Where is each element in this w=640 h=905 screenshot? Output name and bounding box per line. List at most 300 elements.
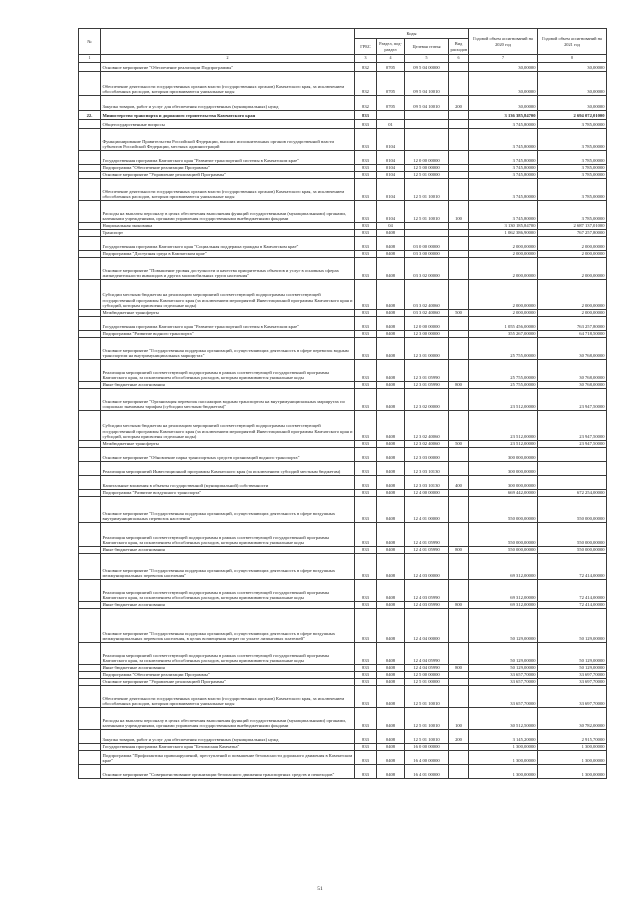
table-row (79, 609, 607, 643)
row-csr: 12 5 01 10010 (405, 686, 449, 708)
row-number (79, 643, 101, 665)
row-razdel: 0104 (377, 129, 405, 151)
table-row (79, 280, 607, 310)
row-number (79, 165, 101, 172)
row-name: Подпрограмма "Обеспечение реализации Программы" (101, 165, 355, 172)
row-csr: 12 4 01 05990 (405, 547, 449, 554)
row-vr: 800 (449, 602, 469, 609)
row-csr: 12 4 03 05990 (405, 602, 449, 609)
row-vr (449, 317, 469, 331)
table-row (79, 686, 607, 708)
row-razdel: 0408 (377, 251, 405, 258)
row-razdel: 0408 (377, 580, 405, 602)
row-amount-2020: 3 745,80000 (469, 165, 538, 172)
row-amount-2020: 1 300,00000 (469, 744, 538, 751)
row-csr: 12 3 03 00000 (405, 448, 449, 462)
row-grbs: 833 (355, 317, 377, 331)
row-vr (449, 331, 469, 338)
row-name: Основное мероприятие "Государственная поддержка организаций, осуществляющих деятельность в сфере воздушных межмуниципальных перевозок населения, в целях возмещения затрат по уплате лизинговых платежей" (101, 609, 355, 643)
row-grbs: 833 (355, 523, 377, 547)
row-razdel: 0408 (377, 462, 405, 476)
row-name: Транспорт (101, 230, 355, 237)
row-razdel: 0705 (377, 63, 405, 72)
row-vr: 800 (449, 665, 469, 672)
row-vr (449, 237, 469, 251)
row-vr (449, 643, 469, 665)
row-name: Реализация мероприятий соответствующей подпрограммы в рамках соответствующей государственной программы Камчатского края, за исключением обособленных расходов, которым присваиваются уникальные коды (101, 643, 355, 665)
table-row (79, 310, 607, 317)
row-razdel: 0408 (377, 665, 405, 672)
table-row (79, 129, 607, 151)
page-number: 51 (317, 886, 323, 892)
row-amount-2021: 33 697,70000 (538, 672, 607, 679)
table-row (79, 165, 607, 172)
row-razdel: 0408 (377, 497, 405, 523)
row-csr (405, 120, 449, 129)
row-amount-2020: 550 000,00000 (469, 547, 538, 554)
row-razdel: 01 (377, 120, 405, 129)
row-name: Расходы на выплаты персоналу в целях обеспечения выполнения функций государственными (муниципальными) органами, казенными учреждениями, органами управления государственными внебюджетными фондами (101, 708, 355, 730)
row-vr (449, 151, 469, 165)
row-amount-2021: 23 947,50000 (538, 411, 607, 441)
row-grbs: 833 (355, 490, 377, 497)
row-name: Основное мероприятие "Организация перевозок пассажиров водным транспортом на внутримуниципальных маршрутах по социально значимым тарифам (субсидии местным бюджетам)" (101, 389, 355, 411)
row-vr (449, 251, 469, 258)
row-razdel: 0408 (377, 554, 405, 580)
table-row (79, 120, 607, 129)
row-amount-2020: 30,00000 (469, 96, 538, 111)
table-row (79, 476, 607, 490)
col-header-number: № (79, 29, 101, 55)
row-grbs: 833 (355, 643, 377, 665)
row-amount-2021: 30,00000 (538, 63, 607, 72)
row-amount-2020: 355 267,00000 (469, 331, 538, 338)
table-row (79, 151, 607, 165)
row-amount-2020: 25 755,00000 (469, 382, 538, 389)
row-razdel: 0408 (377, 441, 405, 448)
row-csr: 12 4 00 00000 (405, 490, 449, 497)
row-razdel (377, 111, 405, 120)
row-razdel: 0408 (377, 744, 405, 751)
row-number (79, 602, 101, 609)
row-vr: 200 (449, 96, 469, 111)
row-amount-2021 (538, 476, 607, 490)
row-razdel: 0408 (377, 751, 405, 765)
row-vr: 200 (449, 730, 469, 744)
row-vr (449, 411, 469, 441)
row-amount-2020: 2 000,00000 (469, 251, 538, 258)
row-grbs: 833 (355, 179, 377, 201)
column-index: 4 (377, 55, 405, 63)
table-row (79, 63, 607, 72)
row-csr: 12 5 01 10010 (405, 201, 449, 223)
row-amount-2020: 669 442,00000 (469, 490, 538, 497)
row-amount-2021: 30 768,00000 (538, 338, 607, 360)
table-row (79, 172, 607, 179)
row-name: Основное мероприятие "Обновление парка транспортных средств организаций водного транспорта" (101, 448, 355, 462)
row-csr: 12 0 00 00000 (405, 317, 449, 331)
table-row (79, 230, 607, 237)
row-amount-2020: 300 000,00000 (469, 476, 538, 490)
row-amount-2020: 50 129,00000 (469, 665, 538, 672)
row-number (79, 580, 101, 602)
row-grbs: 833 (355, 476, 377, 490)
column-index: 6 (449, 55, 469, 63)
row-amount-2021: 30 768,00000 (538, 360, 607, 382)
row-amount-2020: 30,00000 (469, 72, 538, 96)
row-grbs: 833 (355, 497, 377, 523)
row-vr (449, 165, 469, 172)
column-index: 7 (469, 55, 538, 63)
row-amount-2020: 33 657,70000 (469, 672, 538, 679)
row-name: Основное мероприятие "Управление реализацией Программы" (101, 172, 355, 179)
row-number (79, 280, 101, 310)
row-csr: 12 5 01 10010 (405, 708, 449, 730)
row-amount-2020: 1 055 456,00000 (469, 317, 538, 331)
row-amount-2021: 550 000,00000 (538, 547, 607, 554)
row-vr (449, 360, 469, 382)
row-grbs: 833 (355, 708, 377, 730)
row-name: Функционирование Правительства Российской Федерации, высших исполнительных органов государственной власти субъектов Российской Федерации, местных администраций (101, 129, 355, 151)
row-amount-2021: 767 257,80000 (538, 230, 607, 237)
row-grbs: 833 (355, 151, 377, 165)
row-name: Общегосударственные вопросы (101, 120, 355, 129)
row-number (79, 523, 101, 547)
table-row (79, 580, 607, 602)
row-csr: 12 5 01 00000 (405, 679, 449, 686)
row-number (79, 338, 101, 360)
row-vr: 500 (449, 441, 469, 448)
row-amount-2020: 3 745,80000 (469, 129, 538, 151)
row-razdel: 0408 (377, 523, 405, 547)
row-name: Обеспечение деятельности государственных органов власти (государственных органов) Камчатского края, за исключением обособленных расходов, которым присваиваются уникальные коды (101, 179, 355, 201)
row-csr: 12 5 01 10010 (405, 179, 449, 201)
row-razdel: 0408 (377, 389, 405, 411)
row-grbs: 833 (355, 389, 377, 411)
row-amount-2021 (538, 448, 607, 462)
row-name: Национальная экономика (101, 223, 355, 230)
row-number (79, 554, 101, 580)
row-amount-2021: 3 785,00000 (538, 129, 607, 151)
row-name: Основное мероприятие "Государственная поддержка организаций, осуществляющих деятельность в сфере перевозок водным транспортом на внутримуниципальных маршрутах" (101, 338, 355, 360)
row-grbs: 833 (355, 251, 377, 258)
row-name: Подпрограмма "Обеспечение реализации Программы" (101, 672, 355, 679)
row-amount-2021 (538, 462, 607, 476)
row-grbs: 833 (355, 111, 377, 120)
row-csr: 12 5 00 00000 (405, 672, 449, 679)
row-number (79, 201, 101, 223)
row-name: Государственная программа Камчатского края "Развитие транспортной системы в Камчатском крае" (101, 151, 355, 165)
row-number (79, 411, 101, 441)
row-csr: 16 4 00 00000 (405, 751, 449, 765)
table-row (79, 765, 607, 779)
row-razdel: 0104 (377, 165, 405, 172)
row-amount-2021: 30 782,00000 (538, 708, 607, 730)
row-number (79, 497, 101, 523)
row-csr: 12 3 03 10130 (405, 476, 449, 490)
row-amount-2021: 3 785,00000 (538, 172, 607, 179)
row-amount-2021: 72 414,00000 (538, 554, 607, 580)
row-amount-2020: 69 312,00000 (469, 554, 538, 580)
row-amount-2020: 30 512,50000 (469, 708, 538, 730)
row-number (79, 665, 101, 672)
row-grbs: 833 (355, 382, 377, 389)
row-razdel: 0408 (377, 258, 405, 280)
row-number: 22. (79, 111, 101, 120)
row-amount-2020: 2 000,00000 (469, 258, 538, 280)
row-name: Подпрограмма "Развитие водного транспорта" (101, 331, 355, 338)
row-amount-2021: 72 414,00000 (538, 602, 607, 609)
row-vr (449, 751, 469, 765)
row-amount-2021: 2 915,70000 (538, 730, 607, 744)
row-grbs: 833 (355, 679, 377, 686)
row-number (79, 751, 101, 765)
table-row (79, 111, 607, 120)
row-grbs: 832 (355, 96, 377, 111)
row-name: Подпрограмма "Профилактика правонарушений, преступлений и повышение безопасности дорожного движения в Камчатском крае" (101, 751, 355, 765)
row-vr (449, 672, 469, 679)
table-row (79, 360, 607, 382)
row-csr: 12 5 01 00000 (405, 172, 449, 179)
row-razdel: 0408 (377, 338, 405, 360)
row-vr: 500 (449, 310, 469, 317)
row-grbs: 833 (355, 744, 377, 751)
row-amount-2020: 550 000,00000 (469, 497, 538, 523)
row-number (79, 63, 101, 72)
row-number (79, 151, 101, 165)
column-index: 1 (79, 55, 101, 63)
row-number (79, 258, 101, 280)
row-amount-2020: 3 745,80000 (469, 172, 538, 179)
row-amount-2021: 50 129,00000 (538, 643, 607, 665)
row-name: Основное мероприятие "Государственная поддержка организаций, осуществляющих деятельность в сфере воздушных межмуниципальных перевозок населения" (101, 554, 355, 580)
row-csr: 03 0 00 00000 (405, 237, 449, 251)
row-grbs: 833 (355, 730, 377, 744)
table-row (79, 72, 607, 96)
row-grbs: 833 (355, 338, 377, 360)
row-csr: 12 3 01 00000 (405, 338, 449, 360)
row-amount-2021: 2 000,00000 (538, 237, 607, 251)
row-razdel: 0408 (377, 643, 405, 665)
row-csr (405, 230, 449, 237)
table-row (79, 201, 607, 223)
row-amount-2021: 30,00000 (538, 96, 607, 111)
row-name: Основное мероприятие "Повышение уровня доступности и качества приоритетных объектов и услуг в основных сферах жизнедеятельности инвалидов и других маломобильных групп населения" (101, 258, 355, 280)
row-name: Иные бюджетные ассигнования (101, 665, 355, 672)
row-amount-2020: 33 657,70000 (469, 686, 538, 708)
row-csr: 12 3 02 40060 (405, 411, 449, 441)
row-amount-2020: 2 000,00000 (469, 310, 538, 317)
row-csr: 12 4 04 00000 (405, 609, 449, 643)
row-razdel: 0408 (377, 310, 405, 317)
table-row (79, 411, 607, 441)
row-amount-2020: 69 312,00000 (469, 580, 538, 602)
row-csr (405, 111, 449, 120)
row-grbs: 833 (355, 547, 377, 554)
row-name: Межбюджетные трансферты (101, 441, 355, 448)
row-grbs: 833 (355, 280, 377, 310)
table-row (79, 672, 607, 679)
row-number (79, 96, 101, 111)
row-grbs: 833 (355, 580, 377, 602)
table-row (79, 389, 607, 411)
table-row (79, 462, 607, 476)
table-row (79, 331, 607, 338)
row-amount-2020: 23 512,00000 (469, 411, 538, 441)
row-csr: 09 5 04 10010 (405, 96, 449, 111)
row-razdel: 0408 (377, 490, 405, 497)
row-grbs: 833 (355, 602, 377, 609)
row-amount-2020: 25 755,00000 (469, 360, 538, 382)
row-vr (449, 448, 469, 462)
row-razdel: 0408 (377, 708, 405, 730)
row-vr (449, 280, 469, 310)
table-row (79, 497, 607, 523)
table-row (79, 96, 607, 111)
table-row (79, 382, 607, 389)
row-grbs: 833 (355, 223, 377, 230)
row-amount-2021: 33 697,70000 (538, 686, 607, 708)
row-csr: 12 3 02 40060 (405, 441, 449, 448)
row-number (79, 686, 101, 708)
table-row (79, 223, 607, 230)
row-grbs: 833 (355, 172, 377, 179)
row-number (79, 708, 101, 730)
row-razdel: 0408 (377, 609, 405, 643)
row-vr (449, 129, 469, 151)
row-amount-2021: 2 694 072,01000 (538, 111, 607, 120)
row-number (79, 129, 101, 151)
row-amount-2020: 1 300,00000 (469, 751, 538, 765)
row-razdel: 0408 (377, 672, 405, 679)
row-amount-2020: 3 136 385,84700 (469, 111, 538, 120)
row-name: Государственная программа Камчатского края "Безопасная Камчатка" (101, 744, 355, 751)
row-razdel: 0104 (377, 179, 405, 201)
row-razdel: 0408 (377, 230, 405, 237)
row-csr: 12 3 01 05990 (405, 382, 449, 389)
row-amount-2021: 2 000,00000 (538, 280, 607, 310)
row-grbs: 833 (355, 672, 377, 679)
table-row (79, 547, 607, 554)
row-name: Межбюджетные трансферты (101, 310, 355, 317)
row-name: Обеспечение деятельности государственных органов власти (государственных органов) Камчатского края, за исключением обособленных расходов, которым присваиваются уникальные коды (101, 686, 355, 708)
row-grbs: 833 (355, 554, 377, 580)
row-amount-2021: 1 300,00000 (538, 744, 607, 751)
row-csr: 12 0 00 00000 (405, 151, 449, 165)
row-amount-2020: 3 145,20000 (469, 730, 538, 744)
table-body (79, 63, 607, 779)
row-razdel: 0705 (377, 96, 405, 111)
row-number (79, 251, 101, 258)
row-number (79, 744, 101, 751)
row-grbs: 833 (355, 360, 377, 382)
row-csr (405, 223, 449, 230)
row-amount-2020: 2 000,00000 (469, 237, 538, 251)
row-grbs: 833 (355, 129, 377, 151)
row-amount-2021: 3 785,00000 (538, 120, 607, 129)
row-razdel: 0408 (377, 317, 405, 331)
row-csr: 12 3 02 00000 (405, 389, 449, 411)
row-csr: 12 3 00 00000 (405, 331, 449, 338)
row-amount-2020: 2 000,00000 (469, 280, 538, 310)
row-csr: 12 3 03 10130 (405, 462, 449, 476)
row-amount-2021: 30,00000 (538, 72, 607, 96)
row-amount-2021: 672 254,00000 (538, 490, 607, 497)
row-grbs: 833 (355, 230, 377, 237)
row-name: Реализация мероприятий Инвестиционной программы Камчатского края (за исключением субсидий местным бюджетам) (101, 462, 355, 476)
column-index: 8 (538, 55, 607, 63)
row-razdel: 0408 (377, 331, 405, 338)
row-name: Основное мероприятие "Управление реализацией Программы" (101, 679, 355, 686)
row-amount-2021: 1 300,00000 (538, 751, 607, 765)
table-row (79, 179, 607, 201)
row-number (79, 389, 101, 411)
row-csr: 03 3 00 00000 (405, 251, 449, 258)
row-amount-2020: 33 657,70000 (469, 679, 538, 686)
table-row (79, 448, 607, 462)
row-csr: 12 5 00 00000 (405, 165, 449, 172)
table-row (79, 744, 607, 751)
table-row (79, 751, 607, 765)
table-row (79, 730, 607, 744)
row-vr: 400 (449, 476, 469, 490)
table-row (79, 317, 607, 331)
row-name: Закупка товаров, работ и услуг для обеспечения государственных (муниципальных) нужд (101, 96, 355, 111)
row-vr (449, 554, 469, 580)
row-vr (449, 765, 469, 779)
row-amount-2021: 50 129,00000 (538, 609, 607, 643)
column-index: 3 (355, 55, 377, 63)
row-name: Реализация мероприятий соответствующей подпрограммы в рамках соответствующей государственной программы Камчатского края, за исключением обособленных расходов, которым присваиваются уникальные коды (101, 523, 355, 547)
row-razdel: 0408 (377, 237, 405, 251)
row-grbs: 833 (355, 665, 377, 672)
row-name: Министерство транспорта и дорожного строительства Камчатского края (101, 111, 355, 120)
row-amount-2020: 50 129,00000 (469, 643, 538, 665)
row-razdel: 0408 (377, 280, 405, 310)
row-number (79, 730, 101, 744)
row-name: Основное мероприятие "Совершенствование организации безопасного движения транспортных средств и пешеходов" (101, 765, 355, 779)
row-amount-2020: 3 745,80000 (469, 179, 538, 201)
row-vr (449, 497, 469, 523)
row-csr: 12 4 04 05990 (405, 665, 449, 672)
row-amount-2021: 64 718,50000 (538, 331, 607, 338)
row-grbs: 833 (355, 310, 377, 317)
row-vr (449, 172, 469, 179)
row-razdel: 0408 (377, 382, 405, 389)
col-header-grbs: ГРБС (355, 39, 377, 55)
row-name: Закупка товаров, работ и услуг для обеспечения государственных (муниципальных) нужд (101, 730, 355, 744)
row-name: Подпрограмма "Развитие воздушного транспорта" (101, 490, 355, 497)
col-header-2020: Годовой объем ассигнований на 2020 год (469, 29, 538, 55)
row-number (79, 179, 101, 201)
row-amount-2020: 23 512,00000 (469, 441, 538, 448)
row-grbs: 833 (355, 751, 377, 765)
budget-table (78, 28, 607, 779)
row-amount-2020: 3 130 185,84700 (469, 223, 538, 230)
row-amount-2020: 30,00000 (469, 63, 538, 72)
row-vr (449, 609, 469, 643)
row-amount-2021: 2 687 137,01000 (538, 223, 607, 230)
table-row (79, 338, 607, 360)
row-vr (449, 223, 469, 230)
row-amount-2020: 1 300,00000 (469, 765, 538, 779)
row-vr (449, 258, 469, 280)
row-name: Основное мероприятие "Государственная поддержка организаций, осуществляющих деятельность в сфере воздушных внутримуниципальных перевозок населения" (101, 497, 355, 523)
table-row (79, 643, 607, 665)
row-razdel: 0705 (377, 72, 405, 96)
row-amount-2020: 50 129,00000 (469, 609, 538, 643)
row-amount-2021: 2 000,00000 (538, 258, 607, 280)
